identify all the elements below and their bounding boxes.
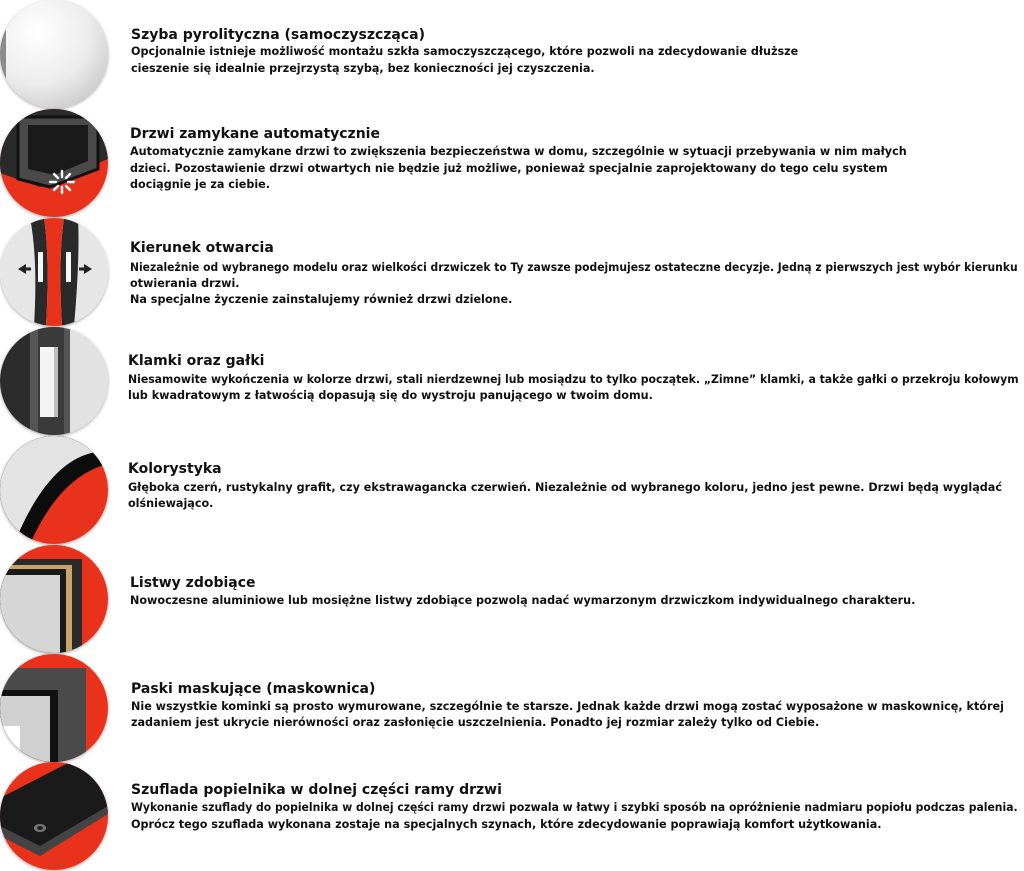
feature-text-line: Nowoczesne aluminiowe lub mosiężne listwy zdobiące pozwolą nadać wymarzonym drzwiczkom indywidualnego charakteru. [130, 594, 916, 607]
feature-self-closing [0, 109, 1024, 217]
feature-opening-direction [0, 218, 1024, 326]
feature-text-line: cieszenie się idealnie przejrzystą szybą, bez konieczności jej czyszczenia. [131, 62, 595, 75]
feature-title: Paski maskujące (maskownica) [131, 681, 376, 697]
feature-title: Szuflada popielnika w dolnej części ramy drzwi [131, 782, 502, 798]
feature-title: Klamki oraz gałki [128, 353, 265, 369]
feature-text-line: Opcjonalnie istnieje możliwość montażu szkła samoczyszczącego, które pozwoli na zdecydowanie dłuższe [131, 45, 799, 58]
feature-text-line: dzieci. Pozostawienie drzwi otwartych nie będzie już możliwe, ponieważ specjalnie zaprojektowany do tego celu system [130, 162, 888, 175]
feature-decorative-trim [0, 545, 1024, 653]
feature-title: Listwy zdobiące [130, 575, 256, 591]
color-swatch-icon [0, 436, 108, 544]
feature-text-line: Na specjalne życzenie zainstalujemy również drzwi dzielone. [130, 293, 513, 306]
feature-text-line: otwierania drzwi. [130, 277, 240, 290]
feature-title: Kierunek otwarcia [130, 240, 274, 256]
feature-text-line: Niesamowite wykończenia w kolorze drzwi, stali nierdzewnej lub mosiądzu to tylko początek. „Zimne” klamki, a także gałki o przekroju kołowym [128, 373, 1019, 386]
feature-text-line: Głęboka czerń, rustykalny grafit, czy ekstrawagancka czerwień. Niezależnie od wybranego koloru, jedno jest pewne. Drzwi będą wyglądać [128, 481, 1002, 494]
feature-text-line: Oprócz tego szuflada wykonana zostaje na specjalnych szynach, które zdecydowanie poprawiają komfort użytkowania. [131, 818, 882, 831]
feature-text-line: Niezależnie od wybranego modelu oraz wielkości drzwiczek to Ty zawsze podejmujesz ostateczne decyzje. Jedną z pierwszych jest wybór kierunku [130, 261, 1018, 274]
ash-drawer-icon [0, 762, 108, 870]
feature-masking-strip [0, 654, 1024, 762]
feature-text-line: dociągnie je za ciebie. [130, 178, 271, 191]
feature-colors [0, 436, 1024, 544]
feature-handles [0, 327, 1024, 435]
feature-text-line: Nie wszystkie kominki są prosto wymurowane, szczególnie te starsze. Jednak każde drzwi mogą zostać wyposażone w maskownicę, której [131, 700, 1004, 713]
feature-text-line: Automatycznie zamykane drzwi to zwiększenia bezpieczeństwa w domu, szczególnie w sytuacji przebywania w nim małych [130, 145, 907, 158]
feature-title: Kolorystyka [128, 461, 222, 477]
feature-title: Szyba pyrolityczna (samoczyszcząca) [131, 27, 425, 43]
feature-title: Drzwi zamykane automatycznie [130, 126, 380, 142]
feature-ash-drawer [0, 762, 1024, 870]
masking-strip-icon [0, 654, 108, 762]
feature-text-line: Wykonanie szuflady do popielnika w dolnej części ramy drzwi pozwala w łatwy i szybki sposób na opróżnienie nadmiaru popiołu podczas palenia. [131, 801, 1018, 814]
decorative-trim-icon [0, 545, 108, 653]
door-handle-icon [0, 327, 108, 435]
feature-text-line: lub kwadratowym z łatwością dopasują się do wystroju panującego w twoim domu. [128, 389, 653, 402]
feature-text-line: olśniewająco. [128, 497, 214, 510]
self-closing-door-icon [0, 109, 108, 217]
glass-pane-icon [0, 0, 108, 108]
opening-direction-icon [0, 218, 108, 326]
feature-glass [0, 0, 1024, 108]
feature-text-line: zadaniem jest ukrycie nierówności oraz zasłonięcie uszczelnienia. Ponadto jej rozmiar zależy tylko od Ciebie. [131, 716, 820, 729]
